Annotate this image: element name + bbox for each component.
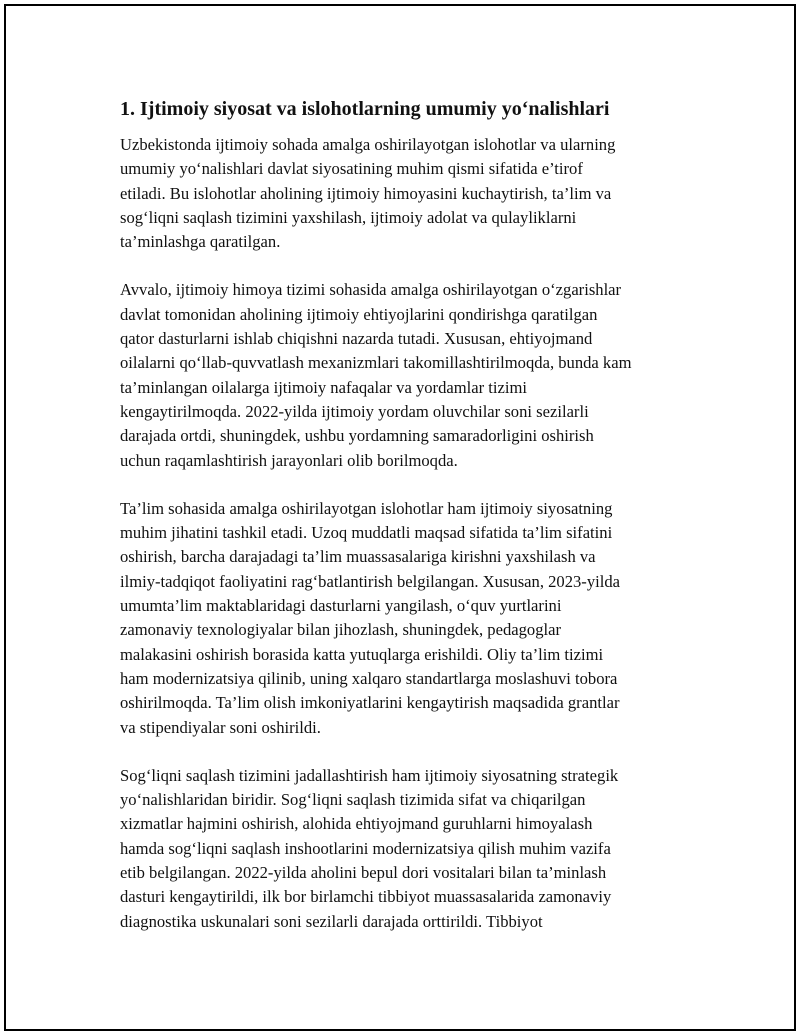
text-line: muhim jihatini tashkil etadi. Uzoq muddatli maqsad sifatida ta’lim sifatini [120,523,613,543]
text-line: yo‘nalishlaridan biridir. Sog‘liqni saqlash tizimida sifat va chiqarilgan [120,790,586,810]
text-line: Uzbekistonda ijtimoiy sohada amalga oshirilayotgan islohotlar va ularning [120,135,616,154]
page-frame [4,4,796,1031]
text-line: ta’minlashga qaratilgan. [120,232,281,252]
text-line: dasturi kengaytirildi, ilk bor birlamchi tibbiyot muassasalarida zamonaviy [120,887,612,907]
text-line: oilalarni qo‘llab-quvvatlash mexanizmlari takomillashtirilmoqda, bunda kam [120,353,632,373]
section-title: 1. Ijtimoiy siyosat va islohotlarning umumiy yo‘nalishlari [120,98,610,120]
text-line: ham modernizatsiya qilinib, uning xalqaro standartlarga moslashuvi tobora [120,668,618,688]
text-line: zamonaviy texnologiyalar bilan jihozlash, shuningdek, pedagoglar [120,620,561,640]
text-line: etib belgilangan. 2022-yilda aholini bepul dori vositalari bilan ta’minlash [120,863,607,883]
text-line: sog‘liqni saqlash tizimini yaxshilash, ijtimoiy adolat va qulayliklarni [120,207,577,227]
text-line: uchun raqamlashtirish jarayonlari olib borilmoqda. [120,450,458,470]
paragraph-4 [120,764,695,934]
text-line: etiladi. Bu islohotlar aholining ijtimoiy himoyasini kuchaytirish, ta’lim va [120,183,612,203]
text-line: umumiy yo‘nalishlari davlat siyosatining muhim qismi sifatida e’tirof [120,159,583,179]
text-line: qator dasturlarni ishlab chiqishni nazarda tutadi. Xususan, ehtiyojmand [120,329,593,349]
paragraph-1 [120,133,695,254]
text-line: Sog‘liqni saqlash tizimini jadallashtirish ham ijtimoiy siyosatning strategik [120,765,619,785]
text-line: darajada ortdi, shuningdek, ushbu yordamning samaradorligini oshirish [120,426,594,446]
text-line: hamda sog‘liqni saqlash inshootlarini modernizatsiya qilish muhim vazifa [120,838,611,858]
document-body [120,96,695,958]
paragraph-list [120,133,695,934]
text-line: malakasini oshirish borasida katta yutuqlarga erishildi. Oliy ta’lim tizimi [120,644,604,664]
text-line: davlat tomonidan aholining ijtimoiy ehtiyojlarini qondirishga qaratilgan [120,304,598,324]
text-line: Avvalo, ijtimoiy himoya tizimi sohasida amalga oshirilayotgan o‘zgarishlar [120,280,622,300]
text-line: oshirish, barcha darajadagi ta’lim muassasalariga kirishni yaxshilash va [120,547,596,567]
text-line: diagnostika uskunalari soni sezilarli darajada orttirildi. Tibbiyot [120,911,543,931]
text-line: Ta’lim sohasida amalga oshirilayotgan islohotlar ham ijtimoiy siyosatning [120,498,613,518]
text-line: oshirilmoqda. Ta’lim olish imkoniyatlarini kengaytirish maqsadida grantlar [120,693,620,713]
text-line: ta’minlangan oilalarga ijtimoiy nafaqalar va yordamlar tizimi [120,377,528,397]
text-line: xizmatlar hajmini oshirish, alohida ehtiyojmand guruhlarni himoyalash [120,814,593,834]
text-line: va stipendiyalar soni oshirildi. [120,717,321,737]
paragraph-3 [120,497,695,740]
paragraph-2 [120,278,695,472]
text-line: kengaytirilmoqda. 2022-yilda ijtimoiy yordam oluvchilar soni sezilarli [120,401,589,421]
text-line: umumta’lim maktablaridagi dasturlarni yangilash, o‘quv yurtlarini [120,596,562,616]
text-line: ilmiy-tadqiqot faoliyatini rag‘batlantirish belgilangan. Xususan, 2023-yilda [120,571,621,591]
